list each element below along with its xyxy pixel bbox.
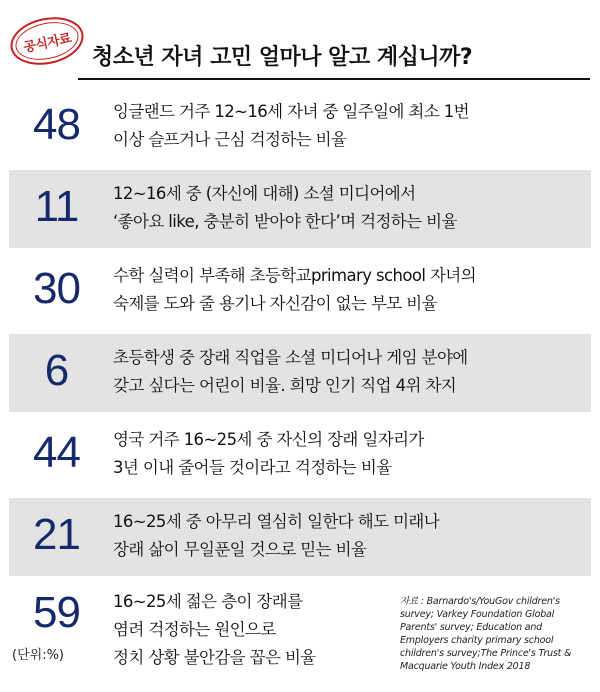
stat-description [113,180,585,236]
stat-line: 이상 슬프거나 근심 걱정하는 비율 [113,130,347,149]
stat-line: ‘좋아요 like, 충분히 받아야 한다’며 걱정하는 비율 [113,212,457,231]
stat-value: 6 [44,346,69,395]
stamp-label: 공식자료 [22,30,73,56]
official-stamp [6,11,88,71]
unit-label: (단위:%) [12,648,64,663]
stat-line: 숙제를 도와 줄 용기나 자신감이 없는 부모 비율 [113,294,437,313]
stat-row-2 [9,170,591,248]
stat-line: 수학 실력이 부족해 초등학교primary school 자녀의 [113,266,476,285]
stat-value: 30 [33,264,80,313]
stat-line: 갖고 싶다는 어린이 비율. 희망 인기 직업 4위 차지 [113,376,457,395]
stat-row-6 [9,498,591,576]
stat-row-1 [9,88,591,166]
stat-description [113,344,585,400]
stat-row-4 [9,334,591,412]
stat-description [113,262,585,318]
title-divider [78,78,590,80]
stat-line: 초등학생 중 장래 직업을 소셜 미디어나 게임 분야에 [113,348,468,367]
stat-description [113,588,391,672]
stat-line: 3년 이내 줄어들 것이라고 걱정하는 비율 [113,458,392,477]
stat-line: 정치 상황 불안감을 꼽은 비율 [113,648,316,667]
stat-line: 장래 삶이 무일푼일 것으로 믿는 비율 [113,540,367,559]
page-title: 청소년 자녀 고민 얼마나 알고 계십니까? [92,45,473,70]
stat-description [113,426,585,482]
stat-line: 16∼25세 중 아무리 열심히 일한다 해도 미래나 [113,512,440,531]
stat-description [113,98,585,154]
stat-description [113,508,585,564]
stat-line: 염려 걱정하는 원인으로 [113,620,276,639]
source-note: 자료 : Barnardo's/YouGov children's survey; Varkey Foundation Global Parents' survey; Education and Employers charity primary school children's survey;The Prince's Trust & Macquarie Youth Index 2018 [400,596,572,672]
stat-value: 48 [33,100,80,149]
stat-value: 21 [33,510,80,559]
stat-value: 11 [34,182,79,231]
stat-line: 잉글랜드 거주 12∼16세 자녀 중 일주일에 최소 1번 [113,102,469,121]
stat-value: 44 [33,428,80,477]
stat-line: 12∼16세 중 (자신에 대해) 소셜 미디어에서 [113,184,416,203]
stat-row-5 [9,416,591,494]
stat-line: 16∼25세 젊은 층이 장래를 [113,592,303,611]
stat-value: 59 [33,588,80,637]
stat-row-3 [9,252,591,330]
stat-line: 영국 거주 16∼25세 중 자신의 장래 일자리가 [113,430,424,449]
